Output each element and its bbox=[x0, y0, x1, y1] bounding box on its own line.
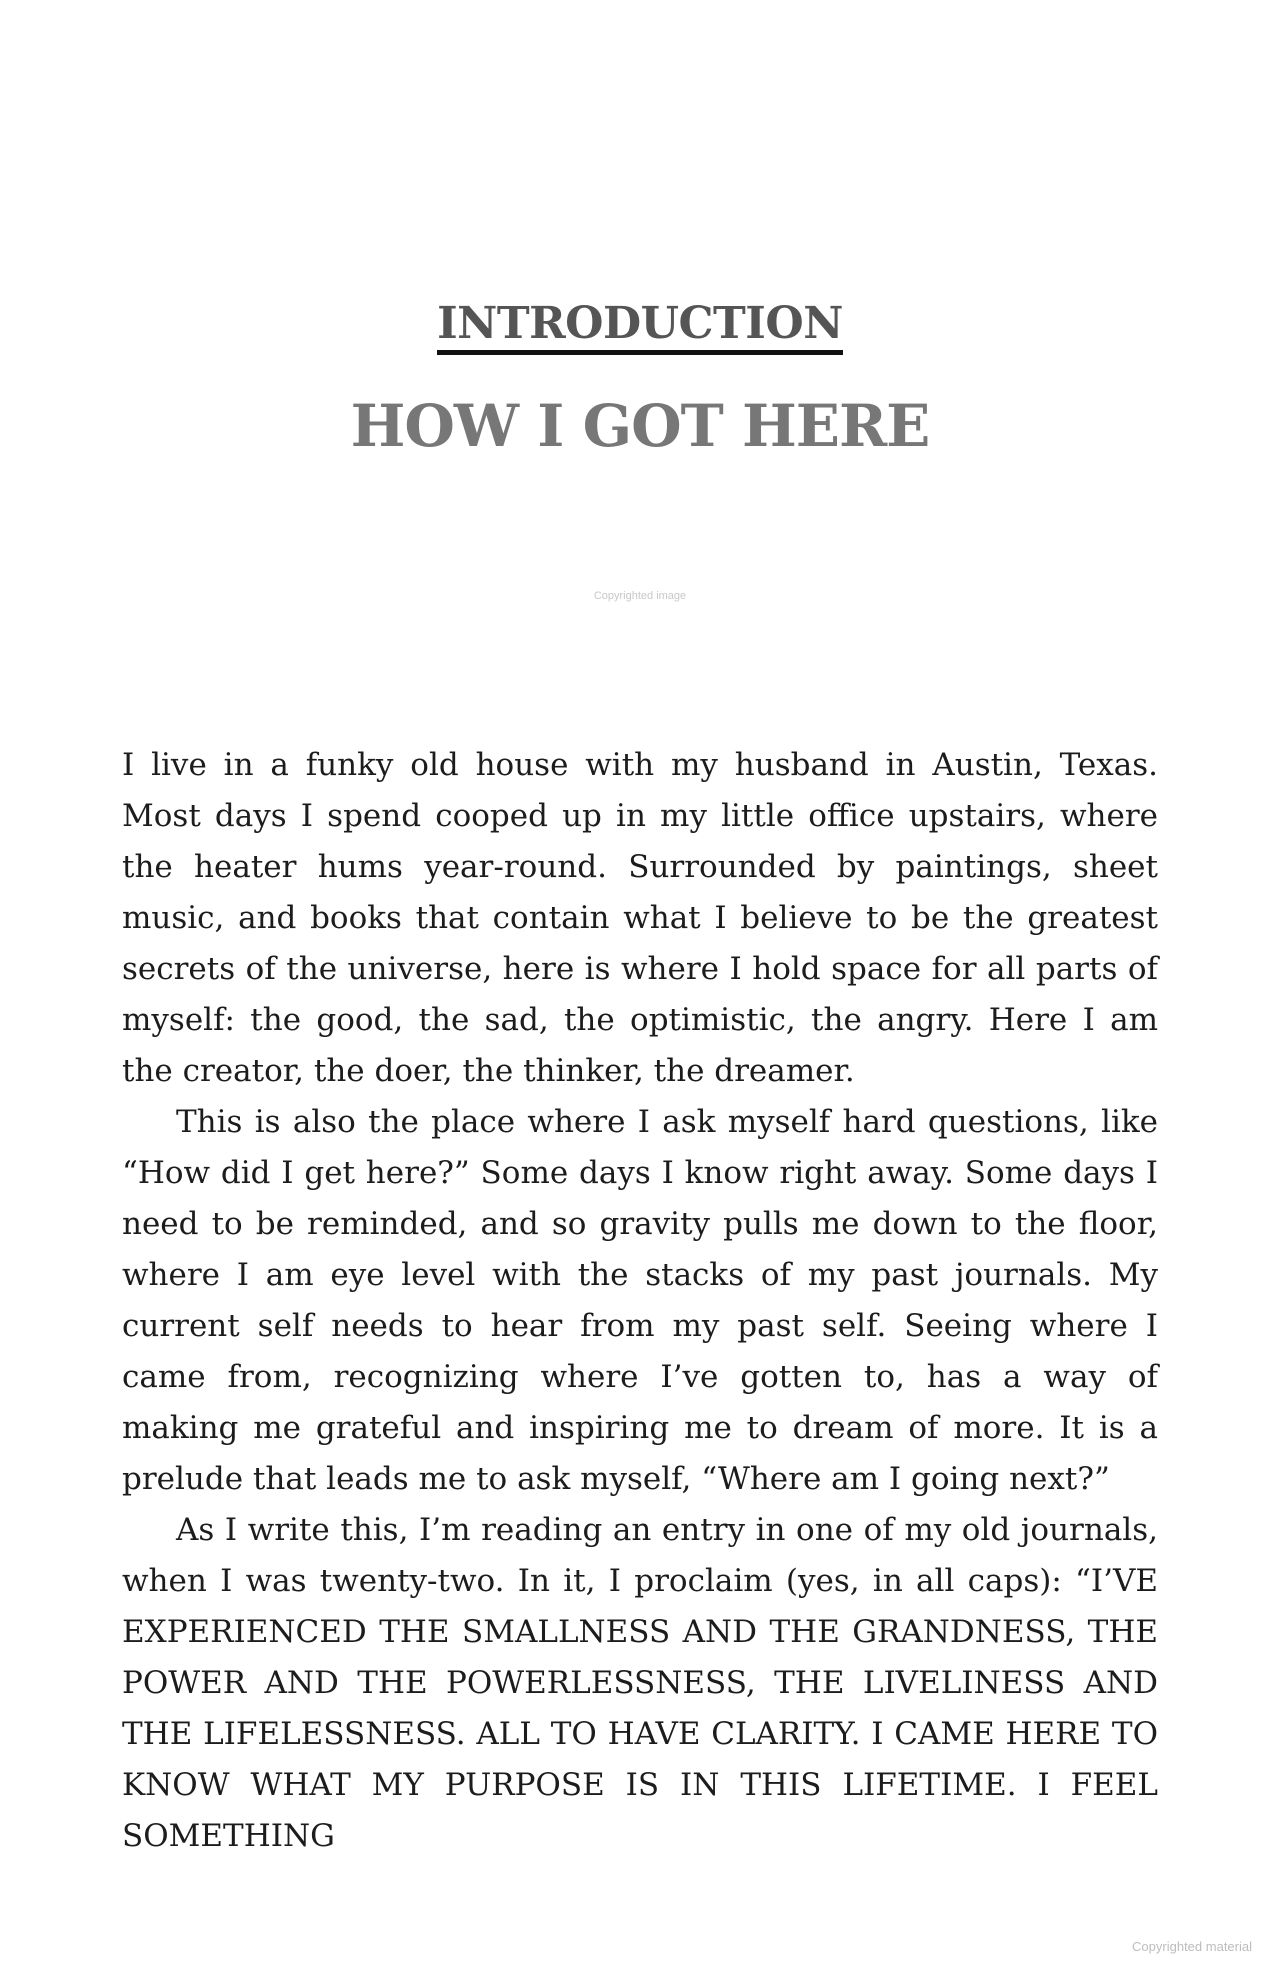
chapter-label-text: INTRODUCTION bbox=[437, 298, 843, 355]
body-text bbox=[122, 740, 1158, 1862]
chapter-title: HOW I GOT HERE bbox=[350, 392, 930, 460]
copyright-footer: Copyrighted material bbox=[1132, 1939, 1252, 1954]
paragraph: As I write this, I’m reading an entry in one of my old journals, when I was twenty-two. In it, I proclaim (yes, in all caps): “I’VE EXPERIENCED THE SMALLNESS AND THE GRANDNESS, THE POWER AND THE POWERLESSNESS, THE LIVELINESS AND THE LIFELESSNESS. ALL TO HAVE CLARITY. I CAME HERE TO KNOW WHAT MY PURPOSE IS IN THIS LIFETIME. I FEEL SOMETHING bbox=[122, 1512, 1158, 1854]
paragraph: This is also the place where I ask myself hard questions, like “How did I get here?” Some days I know right away. Some days I need to be reminded, and so gravity pulls me down to the floor, where I am eye level with the stacks of my past journals. My current self needs to hear from my past self. Seeing where I came from, recognizing where I’ve gotten to, has a way of making me grateful and inspiring me to dream of more. It is a prelude that leads me to ask myself, “Where am I going next?” bbox=[122, 1104, 1158, 1497]
paragraph: I live in a funky old house with my husband in Austin, Texas. Most days I spend cooped up in my little office upstairs, where the heater hums year-round. Surrounded by paintings, sheet music, and books that contain what I believe to be the greatest secrets of the universe, here is where I hold space for all parts of myself: the good, the sad, the optimistic, the angry. Here I am the creator, the doer, the thinker, the dreamer. bbox=[122, 747, 1158, 1089]
chapter-label bbox=[0, 298, 1280, 349]
copyrighted-image-placeholder: Copyrighted image bbox=[593, 590, 687, 602]
